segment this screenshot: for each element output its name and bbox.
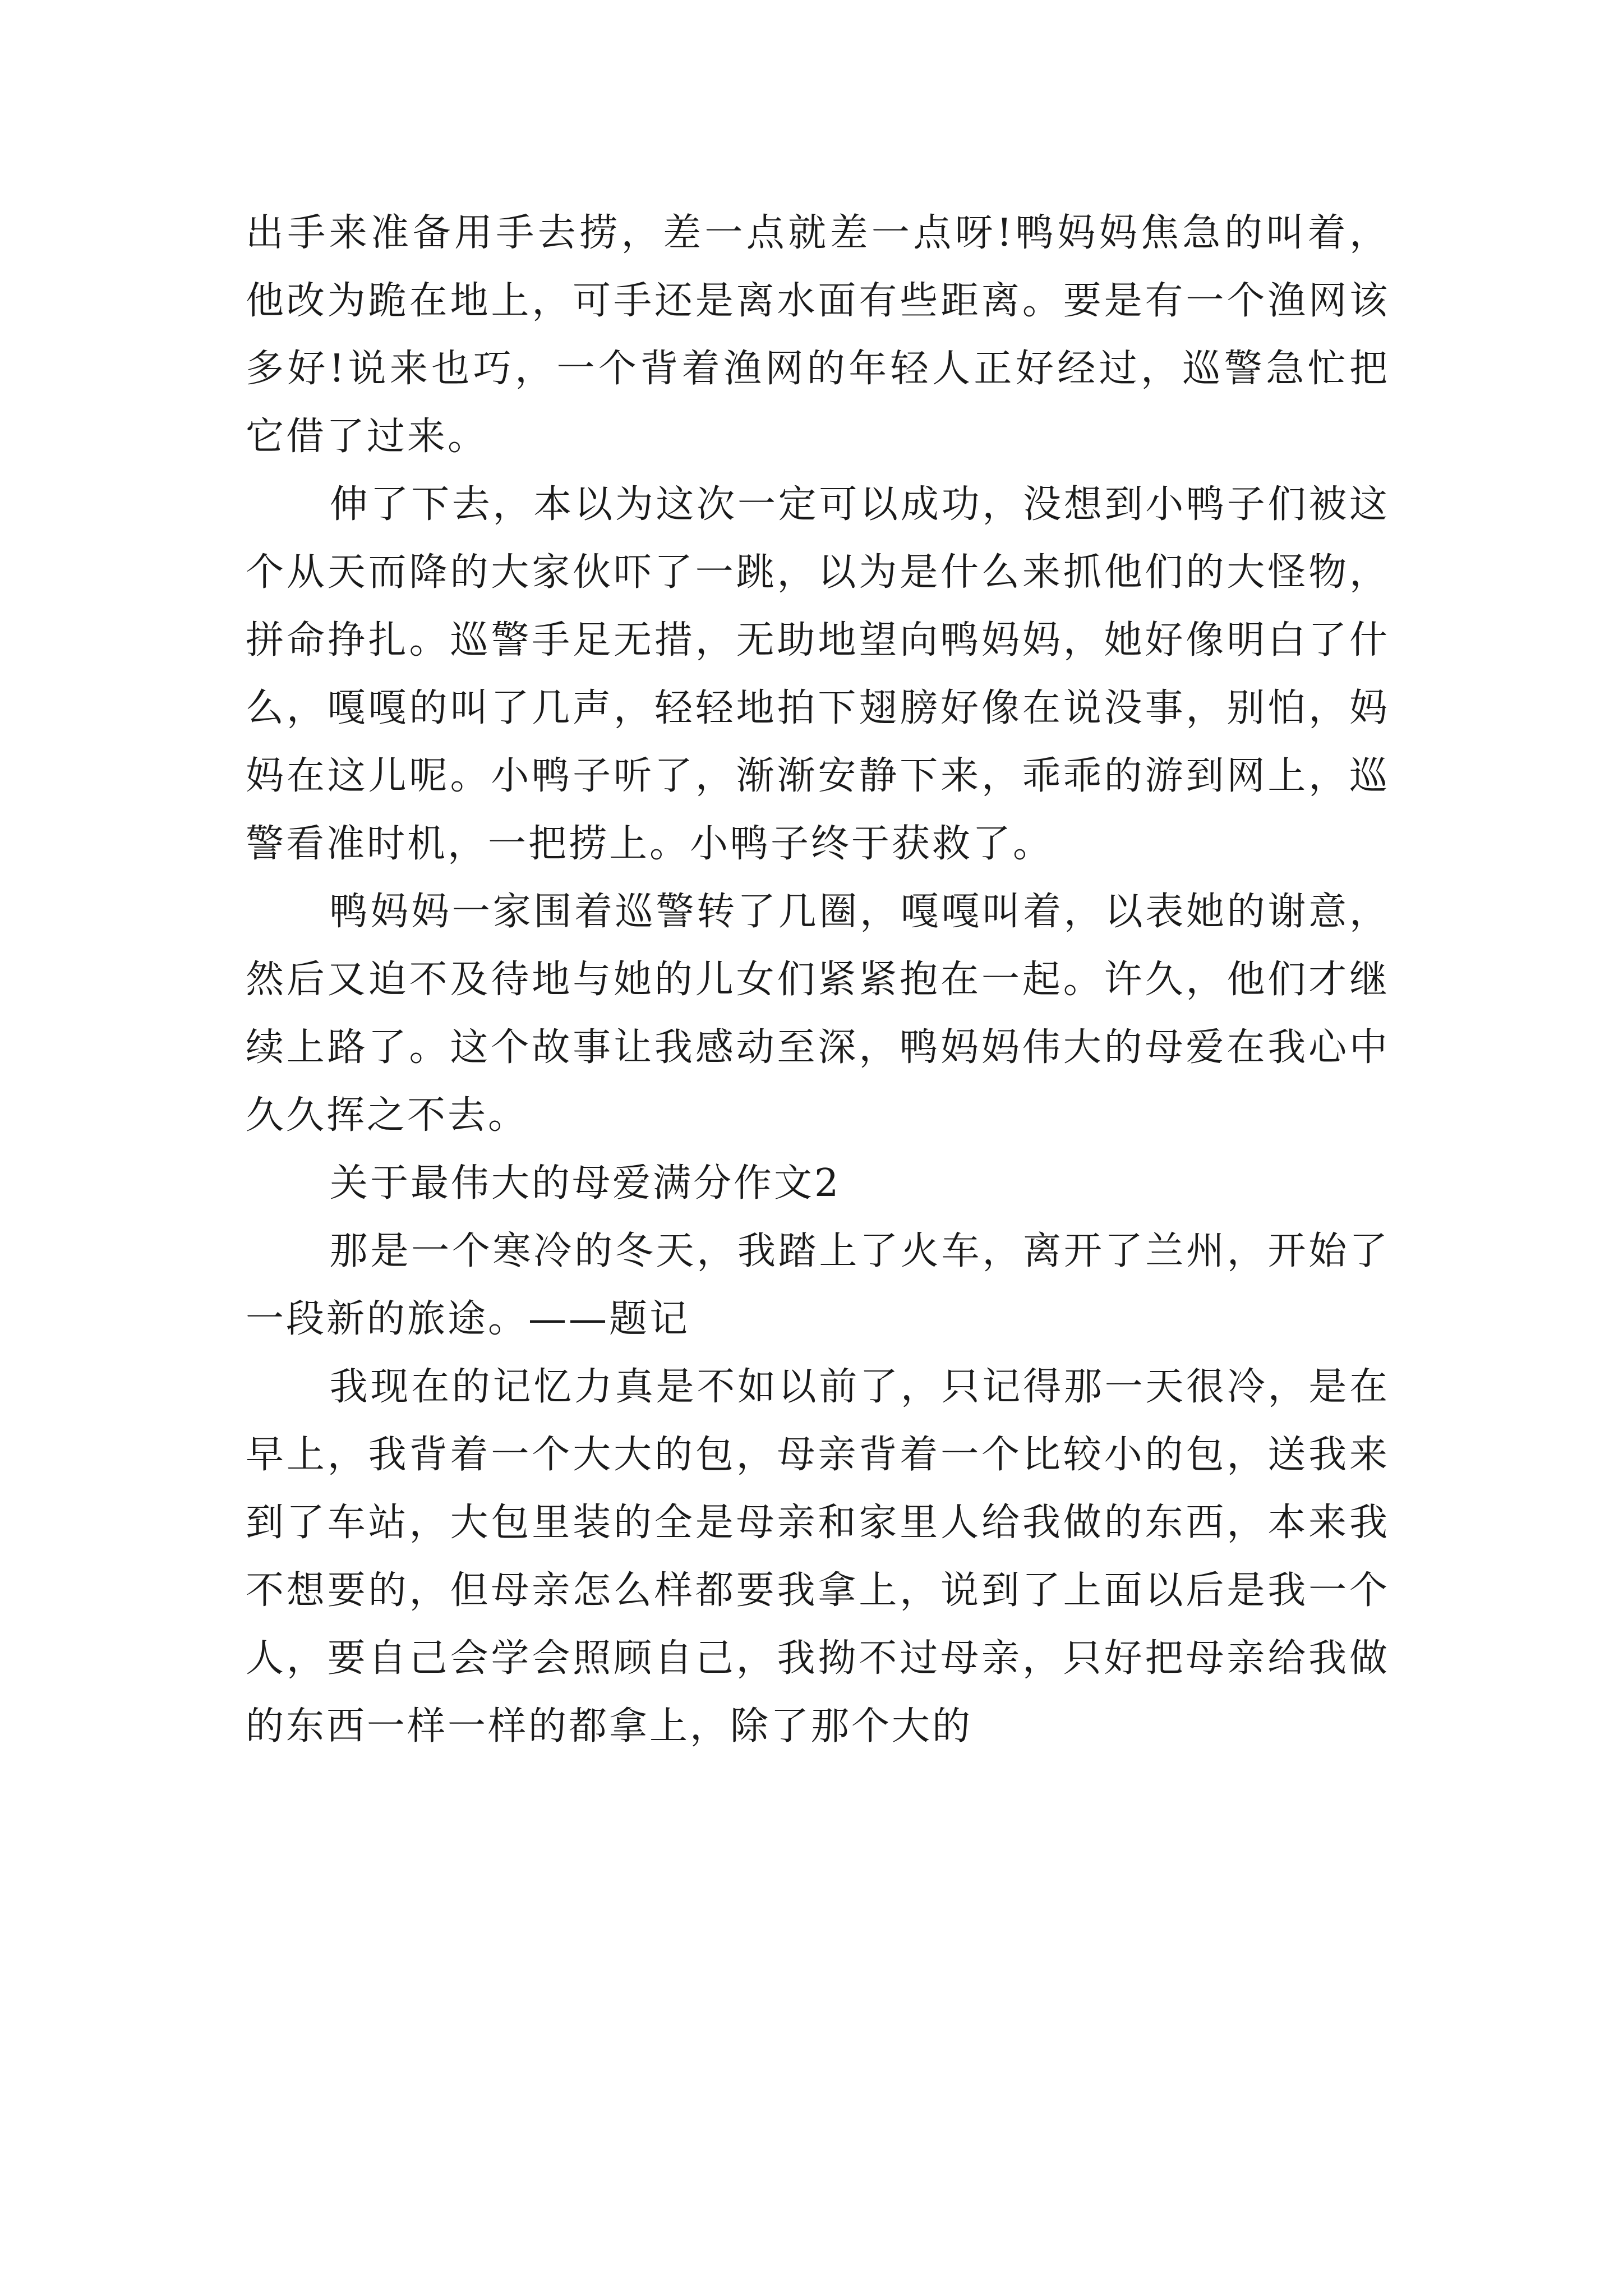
paragraph-1: 出手来准备用手去捞，差一点就差一点呀!鸭妈妈焦急的叫着，他改为跪在地上，可手还是离水面有些距离。要是有一个渔网该多好!说来也巧，一个背着渔网的年轻人正好经过，巡警急忙把它借了过来。 <box>246 211 1390 459</box>
paragraph-3: 鸭妈妈一家围着巡警转了几圈，嘎嘎叫着，以表她的谢意，然后又迫不及待地与她的儿女们紧紧抱在一起。许久，他们才继续上路了。这个故事让我感动至深，鸭妈妈伟大的母爱在我心中久久挥之不去。 <box>246 890 1390 1138</box>
essay-heading: 关于最伟大的母爱满分作文2 <box>330 1161 841 1205</box>
paragraph-5: 我现在的记忆力真是不如以前了，只记得那一天很冷，是在早上，我背着一个大大的包，母亲背着一个比较小的包，送我来到了车站，大包里装的全是母亲和家里人给我做的东西，本来我不想要的，但母亲怎么样都要我拿上，说到了上面以后是我一个人，要自己会学会照顾自己，我拗不过母亲，只好把母亲给我做的东西一样一样的都拿上，除了那个大的 <box>246 1365 1390 1749</box>
body-text <box>246 199 1390 1760</box>
paragraph-4: 那是一个寒冷的冬天，我踏上了火车，离开了兰州，开始了一段新的旅途。——题记 <box>246 1229 1390 1341</box>
paragraph-2: 伸了下去，本以为这次一定可以成功，没想到小鸭子们被这个从天而降的大家伙吓了一跳，以为是什么来抓他们的大怪物，拼命挣扎。巡警手足无措，无助地望向鸭妈妈，她好像明白了什么，嘎嘎的叫了几声，轻轻地拍下翅膀好像在说没事，别怕，妈妈在这儿呢。小鸭子听了，渐渐安静下来，乖乖的游到网上，巡警看准时机，一把捞上。小鸭子终于获救了。 <box>246 482 1390 866</box>
